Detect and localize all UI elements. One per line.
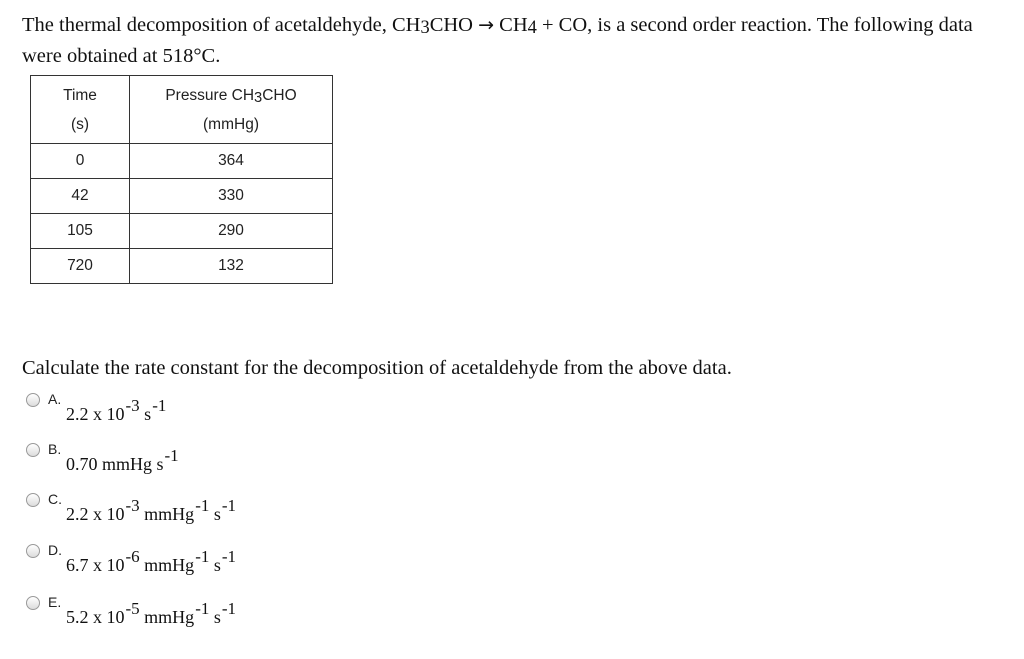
option-letter: D. [48, 542, 62, 558]
answer-part: mmHg [139, 607, 195, 627]
answer-part: s [209, 607, 221, 627]
answer-option-c[interactable] [26, 491, 426, 533]
intro-subscript-2: 4 [527, 17, 537, 38]
time-header [31, 76, 130, 144]
option-letter: E. [48, 594, 62, 610]
table-row [31, 214, 333, 249]
answer-exponent: -1 [195, 547, 210, 566]
answer-exponent: -3 [125, 496, 140, 515]
intro-text-3: CH [494, 14, 528, 36]
radio-button-d[interactable] [26, 544, 40, 558]
answer-part: s [209, 555, 221, 575]
answer-exponent: -1 [195, 496, 210, 515]
pressure-cell: 330 [130, 179, 333, 214]
option-answer-text [66, 396, 167, 426]
option-letter: A. [48, 391, 62, 407]
answer-option-a[interactable] [26, 391, 426, 433]
time-header-unit: (s) [70, 115, 90, 133]
answer-exponent: -5 [125, 599, 140, 618]
answer-exponent: -1 [152, 396, 167, 415]
answer-exponent: -1 [221, 599, 237, 618]
pressure-header-label: Pressure CH [165, 86, 255, 104]
answer-exponent: -1 [221, 547, 237, 566]
pressure-cell: 364 [130, 144, 333, 179]
option-answer-text [66, 446, 179, 476]
pressure-header [130, 76, 333, 144]
answer-part: s [209, 504, 221, 524]
answer-exponent: -1 [221, 496, 237, 515]
intro-subscript-1: 3 [420, 17, 430, 38]
time-cell: 105 [31, 214, 130, 249]
answer-exponent: -1 [195, 599, 210, 618]
answer-part: 0.70 mmHg s [66, 454, 164, 474]
radio-button-a[interactable] [26, 393, 40, 407]
answer-exponent: -3 [125, 396, 140, 415]
answer-option-d[interactable] [26, 542, 426, 584]
radio-button-b[interactable] [26, 443, 40, 457]
pressure-cell: 132 [130, 249, 333, 284]
answer-option-e[interactable] [26, 594, 426, 636]
table-row [31, 249, 333, 284]
reaction-arrow-icon: → [478, 14, 495, 36]
answer-part: s [139, 404, 152, 424]
pressure-cell: 290 [130, 214, 333, 249]
option-answer-text [66, 496, 237, 526]
answer-option-b[interactable] [26, 441, 426, 483]
question-text: Calculate the rate constant for the decomposition of acetaldehyde from the above data. [22, 357, 732, 379]
intro-text-2: CHO [429, 14, 473, 36]
problem-statement [22, 10, 1007, 72]
answer-part: 2.2 x 10 [66, 404, 125, 424]
intro-text-1: The thermal decomposition of acetaldehyde, CH [22, 14, 421, 36]
time-cell: 0 [31, 144, 130, 179]
pressure-header-label-end: CHO [262, 86, 297, 104]
answer-part: 2.2 x 10 [66, 504, 125, 524]
option-answer-text [66, 547, 237, 577]
radio-button-e[interactable] [26, 596, 40, 610]
answer-part: 5.2 x 10 [66, 607, 125, 627]
table-header-row [31, 76, 333, 144]
time-cell: 720 [31, 249, 130, 284]
time-cell: 42 [31, 179, 130, 214]
pressure-data-table [30, 75, 333, 284]
answer-exponent: -1 [164, 446, 179, 465]
pressure-header-unit: (mmHg) [203, 115, 259, 133]
option-answer-text [66, 599, 237, 629]
option-letter: B. [48, 441, 62, 457]
pressure-header-subscript: 3 [254, 89, 263, 106]
answer-part: mmHg [139, 504, 195, 524]
time-header-label: Time [63, 86, 97, 104]
radio-button-c[interactable] [26, 493, 40, 507]
answer-part: mmHg [139, 555, 195, 575]
answer-part: 6.7 x 10 [66, 555, 125, 575]
table-row [31, 179, 333, 214]
option-letter: C. [48, 491, 62, 507]
intro-text-4: + CO, is a second order reaction. The following data were obtained at 518°C. [22, 14, 973, 67]
answer-exponent: -6 [125, 547, 140, 566]
table-row [31, 144, 333, 179]
